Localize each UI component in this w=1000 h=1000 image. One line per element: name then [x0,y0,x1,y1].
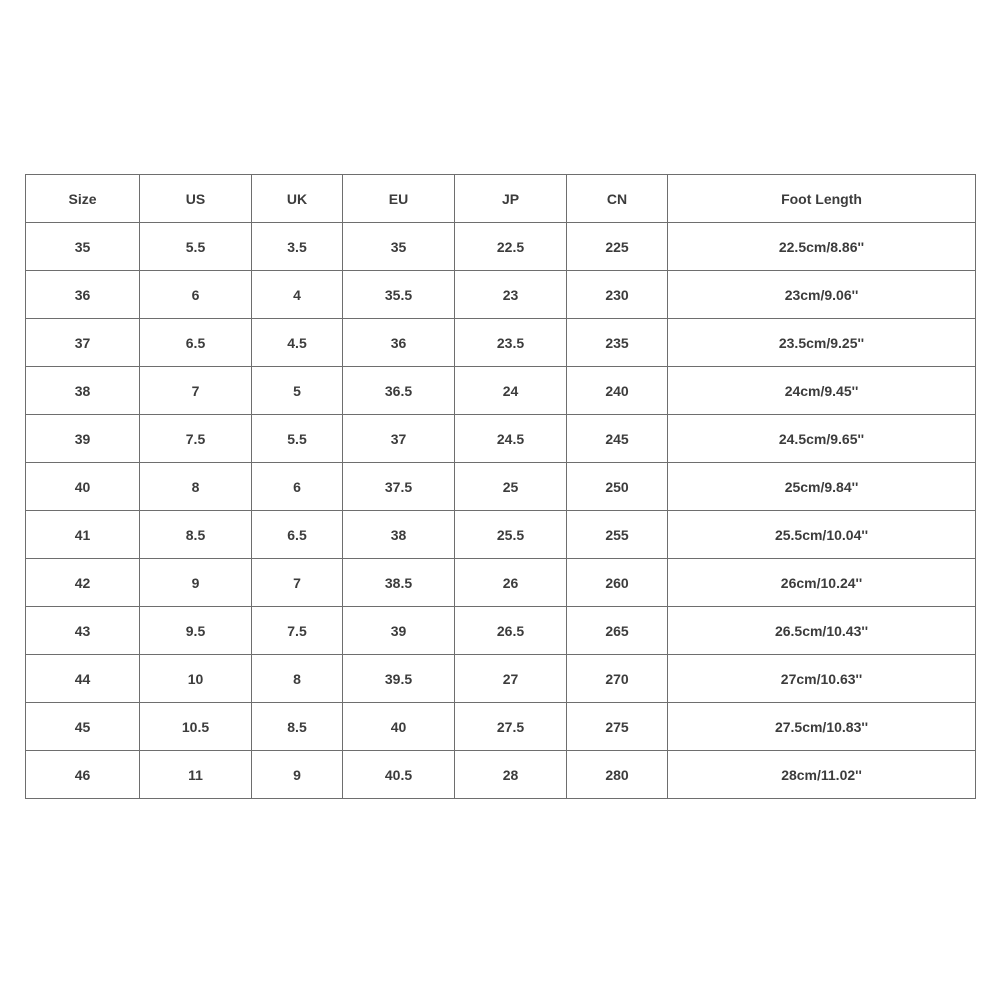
table-row [26,655,976,703]
table-row [26,271,976,319]
cell-foot-length: 28cm/11.02'' [668,751,976,799]
cell-size: 39 [26,415,140,463]
cell-size: 40 [26,463,140,511]
cell-eu: 38.5 [343,559,455,607]
cell-uk: 6.5 [252,511,343,559]
cell-foot-length: 25cm/9.84'' [668,463,976,511]
header-cn: CN [567,175,668,223]
cell-size: 37 [26,319,140,367]
cell-jp: 26 [455,559,567,607]
cell-us: 10.5 [140,703,252,751]
cell-jp: 25 [455,463,567,511]
cell-foot-length: 24.5cm/9.65'' [668,415,976,463]
header-eu: EU [343,175,455,223]
cell-uk: 4 [252,271,343,319]
cell-cn: 280 [567,751,668,799]
cell-size: 35 [26,223,140,271]
cell-jp: 23.5 [455,319,567,367]
table-body [26,223,976,799]
cell-foot-length: 27cm/10.63'' [668,655,976,703]
cell-size: 46 [26,751,140,799]
table-row [26,607,976,655]
cell-uk: 5.5 [252,415,343,463]
cell-uk: 8 [252,655,343,703]
cell-eu: 37 [343,415,455,463]
cell-eu: 39 [343,607,455,655]
cell-foot-length: 25.5cm/10.04'' [668,511,976,559]
cell-size: 38 [26,367,140,415]
table-row [26,751,976,799]
cell-jp: 28 [455,751,567,799]
cell-eu: 38 [343,511,455,559]
header-jp: JP [455,175,567,223]
table-row [26,703,976,751]
cell-us: 8.5 [140,511,252,559]
cell-uk: 8.5 [252,703,343,751]
cell-uk: 6 [252,463,343,511]
cell-foot-length: 27.5cm/10.83'' [668,703,976,751]
cell-jp: 25.5 [455,511,567,559]
cell-foot-length: 23cm/9.06'' [668,271,976,319]
cell-cn: 230 [567,271,668,319]
cell-foot-length: 22.5cm/8.86'' [668,223,976,271]
cell-foot-length: 26cm/10.24'' [668,559,976,607]
cell-size: 42 [26,559,140,607]
header-size: Size [26,175,140,223]
cell-cn: 225 [567,223,668,271]
cell-eu: 37.5 [343,463,455,511]
table-row [26,223,976,271]
table-row [26,559,976,607]
cell-us: 10 [140,655,252,703]
cell-cn: 250 [567,463,668,511]
cell-jp: 27 [455,655,567,703]
header-us: US [140,175,252,223]
cell-uk: 5 [252,367,343,415]
cell-eu: 40.5 [343,751,455,799]
cell-uk: 7 [252,559,343,607]
cell-size: 43 [26,607,140,655]
cell-uk: 9 [252,751,343,799]
cell-cn: 245 [567,415,668,463]
table-header [26,175,976,223]
cell-cn: 275 [567,703,668,751]
cell-us: 8 [140,463,252,511]
cell-jp: 26.5 [455,607,567,655]
cell-cn: 270 [567,655,668,703]
cell-eu: 39.5 [343,655,455,703]
cell-foot-length: 24cm/9.45'' [668,367,976,415]
cell-jp: 24 [455,367,567,415]
cell-cn: 265 [567,607,668,655]
cell-foot-length: 23.5cm/9.25'' [668,319,976,367]
cell-cn: 235 [567,319,668,367]
table-row [26,511,976,559]
cell-eu: 35.5 [343,271,455,319]
cell-size: 44 [26,655,140,703]
cell-size: 36 [26,271,140,319]
cell-eu: 36.5 [343,367,455,415]
table-row [26,367,976,415]
header-uk: UK [252,175,343,223]
cell-uk: 4.5 [252,319,343,367]
table-row [26,463,976,511]
size-chart-table [25,174,976,799]
cell-cn: 260 [567,559,668,607]
cell-eu: 40 [343,703,455,751]
cell-us: 6.5 [140,319,252,367]
cell-jp: 24.5 [455,415,567,463]
cell-uk: 3.5 [252,223,343,271]
header-foot-length: Foot Length [668,175,976,223]
cell-us: 5.5 [140,223,252,271]
cell-us: 11 [140,751,252,799]
cell-us: 6 [140,271,252,319]
cell-size: 41 [26,511,140,559]
cell-cn: 255 [567,511,668,559]
cell-eu: 36 [343,319,455,367]
cell-size: 45 [26,703,140,751]
cell-jp: 27.5 [455,703,567,751]
cell-foot-length: 26.5cm/10.43'' [668,607,976,655]
table-row [26,415,976,463]
header-row [26,175,976,223]
cell-us: 7 [140,367,252,415]
cell-jp: 23 [455,271,567,319]
cell-us: 9 [140,559,252,607]
cell-jp: 22.5 [455,223,567,271]
cell-us: 9.5 [140,607,252,655]
cell-us: 7.5 [140,415,252,463]
cell-uk: 7.5 [252,607,343,655]
table-row [26,319,976,367]
cell-cn: 240 [567,367,668,415]
cell-eu: 35 [343,223,455,271]
